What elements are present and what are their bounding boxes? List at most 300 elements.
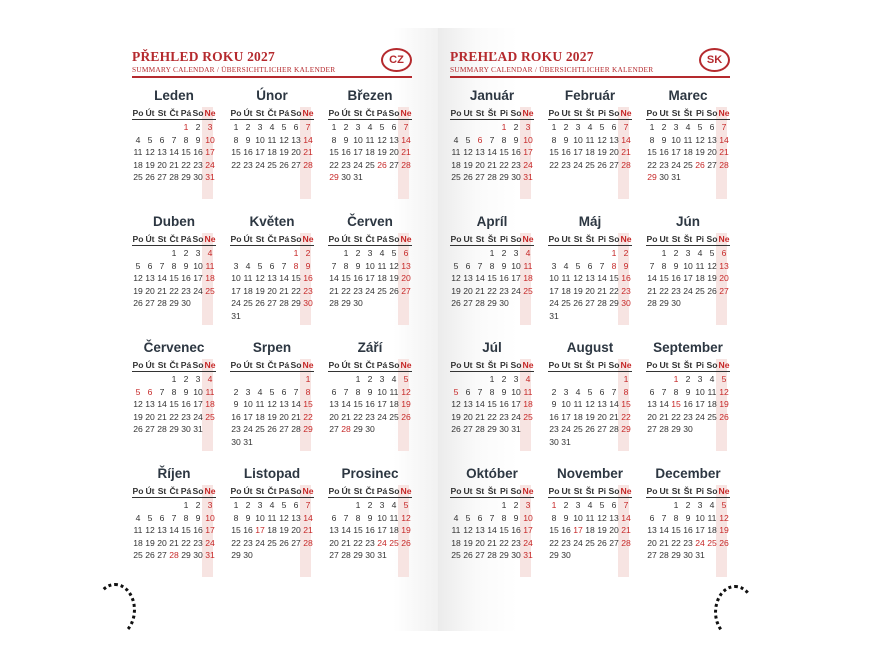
calendar-day: 5	[257, 260, 263, 271]
calendar-day: 2	[305, 248, 311, 258]
calendar-day: 17	[377, 525, 387, 535]
calendar-day: 9	[183, 260, 189, 271]
month-block	[548, 214, 632, 326]
calendar-day: 26	[463, 172, 473, 182]
calendar-day: 7	[171, 512, 177, 523]
calendar-day: 10	[573, 134, 583, 145]
calendar-day: 7	[159, 260, 165, 271]
calendar-day: 11	[451, 525, 461, 535]
weekday-header	[450, 107, 534, 120]
calendar-day: 17	[255, 147, 265, 157]
calendar-day: 18	[377, 273, 387, 283]
calendar-day: 25	[267, 537, 277, 548]
calendar-day: 4	[453, 512, 459, 523]
calendar-day: 1	[649, 122, 655, 132]
calendar-day: 6	[709, 122, 715, 132]
weekday-header	[328, 359, 412, 372]
calendar-day: 21	[597, 285, 607, 296]
calendar-day: 16	[193, 525, 203, 535]
calendar-day: 29	[671, 424, 681, 434]
calendar-day: 30	[181, 298, 191, 308]
calendar-day: 16	[243, 147, 253, 157]
weekday-label: Út	[243, 360, 253, 370]
calendar-day: 22	[549, 537, 559, 548]
calendar-day: 22	[291, 285, 301, 296]
calendar-day: 27	[145, 298, 155, 308]
weekday-label: Pi	[597, 234, 607, 244]
calendar-day: 18	[585, 147, 595, 157]
calendar-day: 23	[671, 285, 681, 296]
calendar-day: 3	[233, 260, 239, 271]
weekday-header	[132, 233, 216, 246]
calendar-day: 31	[377, 550, 387, 560]
calendar-day: 3	[367, 248, 373, 258]
calendar-day: 4	[697, 248, 703, 258]
calendar-day: 30	[341, 172, 351, 182]
calendar-day: 9	[513, 134, 519, 145]
weekday-label: Po	[450, 234, 462, 244]
weekday-label: St	[157, 108, 167, 118]
calendar-day: 15	[329, 147, 339, 157]
calendar-day: 16	[511, 147, 521, 157]
calendar-day: 14	[157, 399, 167, 409]
weekday-label: Čt	[365, 234, 375, 244]
weekday-label: So	[290, 486, 302, 496]
calendar-day: 11	[695, 260, 705, 271]
weekday-label: St	[157, 234, 167, 244]
weekday-label: St	[475, 486, 485, 496]
calendar-day: 21	[169, 537, 179, 548]
calendar-day: 8	[183, 512, 189, 523]
calendar-day: 23	[561, 537, 571, 548]
calendar-day: 23	[683, 411, 693, 422]
weekday-label: So	[192, 360, 204, 370]
calendar-day: 4	[685, 122, 691, 132]
calendar-day: 19	[463, 159, 473, 170]
calendar-day: 18	[389, 399, 399, 409]
calendar-day: 14	[609, 399, 619, 409]
calendar-day: 3	[257, 500, 263, 510]
calendar-day: 13	[279, 399, 289, 409]
calendar-day: 17	[205, 147, 215, 157]
calendar-day: 10	[377, 512, 387, 523]
weekday-label: Ne	[522, 486, 534, 496]
weekday-label: Ut	[659, 360, 669, 370]
weekday-label: Čt	[169, 360, 179, 370]
calendar-day: 16	[243, 525, 253, 535]
calendar-day: 10	[255, 512, 265, 523]
calendar-day: 21	[659, 411, 669, 422]
calendar-day: 25	[523, 285, 533, 296]
calendar-day: 27	[647, 424, 657, 434]
calendar-day: 7	[489, 134, 495, 145]
calendar-day: 3	[379, 374, 385, 384]
calendar-day: 5	[721, 500, 727, 510]
calendar-day: 1	[293, 248, 299, 258]
calendar-day: 30	[683, 550, 693, 560]
calendar-day: 5	[599, 500, 605, 510]
calendar-day: 17	[193, 399, 203, 409]
calendar-day: 26	[463, 550, 473, 560]
calendar-day: 15	[621, 399, 631, 409]
weekday-label: Ut	[659, 234, 669, 244]
calendar-day: 3	[673, 122, 679, 132]
calendar-day: 29	[353, 550, 363, 560]
calendar-day: 16	[671, 273, 681, 283]
calendar-day: 30	[499, 298, 509, 308]
calendar-day: 31	[561, 436, 571, 447]
calendar-day: 12	[401, 386, 411, 397]
calendar-day: 1	[343, 248, 349, 258]
calendar-day: 19	[267, 411, 277, 422]
calendar-day: 26	[451, 424, 461, 434]
calendar-day: 11	[389, 386, 399, 397]
weekday-label: Pá	[376, 360, 388, 370]
weekday-label: Po	[450, 486, 462, 496]
calendar-day: 13	[291, 512, 301, 523]
calendar-day: 18	[573, 411, 583, 422]
calendar-day: 2	[355, 248, 361, 258]
calendar-day: 6	[147, 260, 153, 271]
calendar-day: 23	[243, 159, 253, 170]
calendar-day: 26	[707, 285, 717, 296]
weekday-label: Ne	[400, 108, 412, 118]
calendar-day: 30	[193, 550, 203, 560]
calendar-day: 27	[291, 159, 301, 170]
calendar-day: 25	[707, 537, 717, 548]
calendar-day: 1	[551, 122, 557, 132]
calendar-day: 6	[159, 134, 165, 145]
calendar-day: 24	[695, 537, 705, 548]
calendar-day: 27	[475, 550, 485, 560]
weekday-label: Ne	[302, 108, 314, 118]
calendar-day: 2	[513, 500, 519, 510]
calendar-day: 4	[563, 260, 569, 271]
calendar-day: 12	[255, 273, 265, 283]
calendar-day: 20	[389, 147, 399, 157]
calendar-day: 21	[609, 411, 619, 422]
weekday-label: Út	[243, 486, 253, 496]
calendar-day: 21	[621, 525, 631, 535]
calendar-day: 26	[719, 411, 729, 422]
calendar-day: 11	[377, 260, 387, 271]
calendar-day: 10	[255, 134, 265, 145]
calendar-day: 14	[719, 134, 729, 145]
calendar-day: 31	[695, 550, 705, 560]
weekday-label: So	[388, 486, 400, 496]
calendar-day: 20	[291, 147, 301, 157]
calendar-day: 1	[623, 374, 629, 384]
calendar-day: 18	[205, 399, 215, 409]
calendar-day: 13	[609, 134, 619, 145]
calendar-day: 4	[207, 248, 213, 258]
calendar-day: 1	[611, 248, 617, 258]
calendar-day: 17	[511, 399, 521, 409]
calendar-day: 12	[463, 525, 473, 535]
weekday-label: Pá	[180, 234, 192, 244]
calendar-day: 22	[671, 411, 681, 422]
calendar-day: 17	[573, 525, 583, 535]
calendar-day: 10	[353, 134, 363, 145]
calendar-day: 12	[145, 525, 155, 535]
calendar-day: 7	[489, 512, 495, 523]
calendar-day: 15	[169, 273, 179, 283]
calendar-day: 3	[697, 374, 703, 384]
calendar-day: 24	[255, 159, 265, 170]
calendar-day: 12	[451, 399, 461, 409]
calendar-day: 26	[279, 159, 289, 170]
calendar-day: 8	[331, 134, 337, 145]
calendar-day: 19	[597, 525, 607, 535]
weekday-header	[328, 233, 412, 246]
country-badge: CZ	[381, 48, 412, 72]
calendar-day: 17	[193, 273, 203, 283]
calendar-day: 9	[551, 399, 557, 409]
calendar-day: 17	[511, 273, 521, 283]
calendar-day: 3	[685, 248, 691, 258]
calendar-day: 4	[709, 500, 715, 510]
calendar-day: 9	[367, 386, 373, 397]
weekday-label: Po	[646, 486, 658, 496]
calendar-day: 6	[159, 512, 165, 523]
calendar-day: 23	[303, 285, 313, 296]
calendar-day: 21	[341, 411, 351, 422]
calendar-day: 13	[475, 525, 485, 535]
calendar-day: 11	[365, 134, 375, 145]
calendar-day: 10	[523, 512, 533, 523]
calendar-day: 18	[695, 273, 705, 283]
calendar-day: 20	[329, 537, 339, 548]
calendar-day: 21	[659, 537, 669, 548]
calendar-day: 22	[499, 159, 509, 170]
calendar-day: 31	[549, 310, 559, 321]
weekday-label: Pá	[376, 108, 388, 118]
calendar-day: 28	[719, 159, 729, 170]
weekday-label: St	[573, 360, 583, 370]
calendar-day: 11	[585, 512, 595, 523]
calendar-day: 18	[451, 159, 461, 170]
weekday-label: St	[671, 360, 681, 370]
calendar-day: 13	[597, 399, 607, 409]
month-name: Prosinec	[341, 466, 399, 481]
weekday-label: Pi	[695, 108, 705, 118]
calendar-day: 27	[609, 537, 619, 548]
calendar-day: 5	[269, 386, 275, 397]
calendar-day: 22	[231, 159, 241, 170]
month-name: November	[556, 466, 624, 481]
weekday-label: St	[353, 360, 363, 370]
weekday-label: Po	[230, 108, 242, 118]
calendar-day: 7	[623, 500, 629, 510]
weekday-label: Čt	[365, 486, 375, 496]
weekday-label: Pá	[376, 486, 388, 496]
weekday-header	[132, 359, 216, 372]
month-block	[450, 214, 534, 326]
calendar-day: 12	[145, 147, 155, 157]
calendar-day: 23	[549, 424, 559, 434]
calendar-day: 7	[281, 260, 287, 271]
weekday-label: Po	[328, 360, 340, 370]
calendar-day: 16	[193, 147, 203, 157]
calendar-day: 10	[511, 260, 521, 271]
calendar-day: 2	[501, 374, 507, 384]
calendar-day: 12	[401, 512, 411, 523]
weekday-label: Ne	[718, 360, 730, 370]
calendar-day: 28	[621, 159, 631, 170]
weekday-label: Ne	[204, 108, 216, 118]
calendar-day: 25	[377, 285, 387, 296]
weekday-label: Št	[585, 234, 595, 244]
calendar-day: 5	[453, 260, 459, 271]
calendar-day: 26	[573, 298, 583, 308]
calendar-day: 22	[303, 411, 313, 422]
calendar-day: 19	[573, 285, 583, 296]
calendar-day: 13	[475, 147, 485, 157]
calendar-day: 18	[585, 525, 595, 535]
calendar-day: 6	[293, 500, 299, 510]
calendar-day: 14	[329, 273, 339, 283]
calendar-day: 1	[183, 500, 189, 510]
calendar-day: 19	[133, 285, 143, 296]
month-block	[230, 88, 314, 200]
calendar-day: 29	[169, 424, 179, 434]
calendar-day: 2	[563, 500, 569, 510]
calendar-day: 8	[551, 134, 557, 145]
calendar-day: 15	[341, 273, 351, 283]
weekday-label: Pi	[499, 360, 509, 370]
calendar-day: 28	[609, 424, 619, 434]
calendar-day: 14	[157, 273, 167, 283]
weekday-label: St	[671, 108, 681, 118]
calendar-day: 25	[389, 537, 399, 548]
calendar-day: 19	[389, 273, 399, 283]
calendar-day: 16	[561, 525, 571, 535]
calendar-day: 10	[683, 260, 693, 271]
header-rule	[450, 76, 730, 78]
calendar-day: 20	[609, 525, 619, 535]
calendar-day: 15	[303, 399, 313, 409]
calendar-day: 8	[623, 386, 629, 397]
calendar-day: 16	[303, 273, 313, 283]
calendar-day: 19	[463, 537, 473, 548]
calendar-day: 10	[511, 386, 521, 397]
weekday-label: Čt	[169, 486, 179, 496]
weekday-label: Po	[230, 486, 242, 496]
calendar-day: 11	[205, 386, 215, 397]
weekday-label: Pá	[180, 360, 192, 370]
calendar-day: 27	[647, 550, 657, 560]
calendar-day: 19	[145, 537, 155, 548]
calendar-day: 12	[719, 512, 729, 523]
calendar-day: 8	[355, 512, 361, 523]
calendar-day: 3	[575, 122, 581, 132]
calendar-day: 1	[233, 122, 239, 132]
calendar-day: 31	[243, 436, 253, 447]
month-block	[132, 214, 216, 326]
calendar-day: 18	[365, 147, 375, 157]
calendar-day: 7	[171, 134, 177, 145]
calendar-day: 7	[623, 122, 629, 132]
calendar-day: 11	[133, 147, 143, 157]
calendar-day: 7	[343, 512, 349, 523]
calendar-day: 28	[279, 298, 289, 308]
weekday-label: So	[706, 108, 718, 118]
calendar-day: 1	[489, 374, 495, 384]
weekday-label: Út	[145, 234, 155, 244]
calendar-day: 23	[499, 411, 509, 422]
calendar-day: 4	[367, 122, 373, 132]
calendar-day: 29	[499, 550, 509, 560]
calendar-day: 15	[671, 525, 681, 535]
calendar-day: 27	[279, 424, 289, 434]
weekday-label: Čt	[365, 360, 375, 370]
month-name: Září	[357, 340, 383, 355]
calendar-day: 4	[709, 374, 715, 384]
calendar-day: 26	[255, 298, 265, 308]
calendar-day: 31	[193, 424, 203, 434]
calendar-day: 15	[231, 525, 241, 535]
calendar-day: 8	[611, 260, 617, 271]
calendar-day: 25	[255, 424, 265, 434]
calendar-day: 22	[181, 159, 191, 170]
calendar-day: 23	[341, 159, 351, 170]
calendar-day: 25	[243, 298, 253, 308]
calendar-day: 26	[145, 550, 155, 560]
month-block	[548, 340, 632, 452]
calendar-day: 25	[451, 172, 461, 182]
calendar-day: 3	[207, 122, 213, 132]
weekday-label: Ne	[204, 360, 216, 370]
weekday-label: Po	[548, 108, 560, 118]
calendar-day: 19	[401, 525, 411, 535]
calendar-day: 3	[379, 500, 385, 510]
calendar-day: 5	[281, 122, 287, 132]
weekday-label: Ut	[561, 234, 571, 244]
month-name: Leden	[154, 88, 194, 103]
calendar-day: 14	[169, 525, 179, 535]
country-badge: SK	[699, 48, 730, 72]
calendar-day: 19	[401, 399, 411, 409]
calendar-day: 28	[157, 298, 167, 308]
weekday-label: Ut	[561, 360, 571, 370]
calendar-day: 4	[269, 122, 275, 132]
month-block	[548, 88, 632, 200]
weekday-label: Po	[646, 360, 658, 370]
calendar-day: 3	[257, 122, 263, 132]
calendar-day: 23	[499, 285, 509, 296]
calendar-day: 6	[331, 512, 337, 523]
calendar-day: 14	[487, 525, 497, 535]
calendar-day: 28	[341, 550, 351, 560]
calendar-day: 16	[659, 147, 669, 157]
calendar-day: 23	[511, 159, 521, 170]
calendar-day: 6	[649, 512, 655, 523]
calendar-day: 4	[245, 260, 251, 271]
calendar-day: 12	[451, 273, 461, 283]
calendar-day: 9	[501, 386, 507, 397]
calendar-day: 19	[133, 411, 143, 422]
calendar-day: 30	[621, 298, 631, 308]
calendar-day: 22	[181, 537, 191, 548]
weekday-header	[548, 485, 632, 498]
weekday-label: Ut	[463, 108, 473, 118]
calendar-day: 1	[489, 248, 495, 258]
calendar-day: 25	[133, 172, 143, 182]
weekday-label: Ne	[204, 234, 216, 244]
calendar-day: 5	[721, 374, 727, 384]
weekday-label: Ut	[561, 108, 571, 118]
weekday-header	[450, 485, 534, 498]
